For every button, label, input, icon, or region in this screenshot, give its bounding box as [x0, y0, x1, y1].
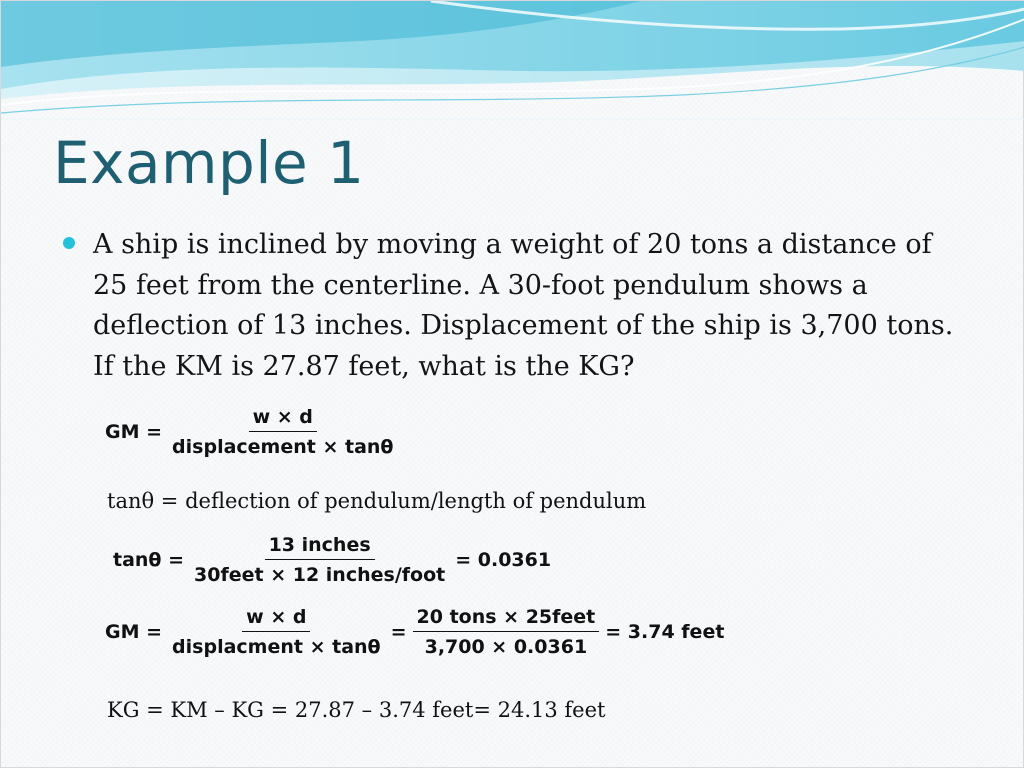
- kg-result-line: KG = KM – KG = 27.87 – 3.74 feet= 24.13 feet: [107, 698, 606, 722]
- gm-calc-numerator-2: 20 tons × 25feet: [413, 606, 600, 632]
- gm-calc-numerator-1: w × d: [242, 606, 310, 632]
- bullet-item: [63, 225, 963, 387]
- gm-calc-denominator-1: displacment × tanθ: [172, 636, 381, 658]
- header-wave-decoration: [1, 1, 1024, 121]
- tan-calc-result: = 0.0361: [455, 549, 552, 571]
- tan-calc-lhs: tanθ =: [113, 549, 185, 571]
- gm-formula-numerator: w × d: [249, 406, 317, 432]
- gm-formula-lhs: GM =: [105, 421, 163, 443]
- tan-calc-denominator: 30feet × 12 inches/foot: [194, 564, 446, 586]
- tan-calculation: [113, 534, 551, 586]
- tan-definition: tanθ = deflection of pendulum/length of pendulum: [107, 489, 647, 513]
- gm-formula-denominator: displacement × tanθ: [172, 436, 394, 458]
- gm-calc-fraction-2: [413, 606, 600, 658]
- gm-calc-fraction-1: [168, 606, 385, 658]
- gm-calc-equals: =: [390, 621, 407, 643]
- gm-calc-denominator-2: 3,700 × 0.0361: [424, 636, 588, 658]
- tan-calc-fraction: [190, 534, 449, 586]
- bullet-dot-icon: [63, 237, 75, 249]
- slide-title: Example 1: [53, 129, 365, 197]
- gm-calc-result: = 3.74 feet: [605, 621, 725, 643]
- gm-calc-lhs: GM =: [105, 621, 163, 643]
- gm-formula: [105, 406, 403, 458]
- gm-calculation: [105, 606, 724, 658]
- bullet-text: A ship is inclined by moving a weight of 20 tons a distance of 25 feet from the centerline. A 30-foot pendulum shows a deflection of 13 inches. Displacement of the ship is 3,700 tons. If the KM is 27.87 feet, what is the KG?: [93, 229, 954, 382]
- gm-formula-fraction: [168, 406, 397, 458]
- tan-calc-numerator: 13 inches: [265, 534, 375, 560]
